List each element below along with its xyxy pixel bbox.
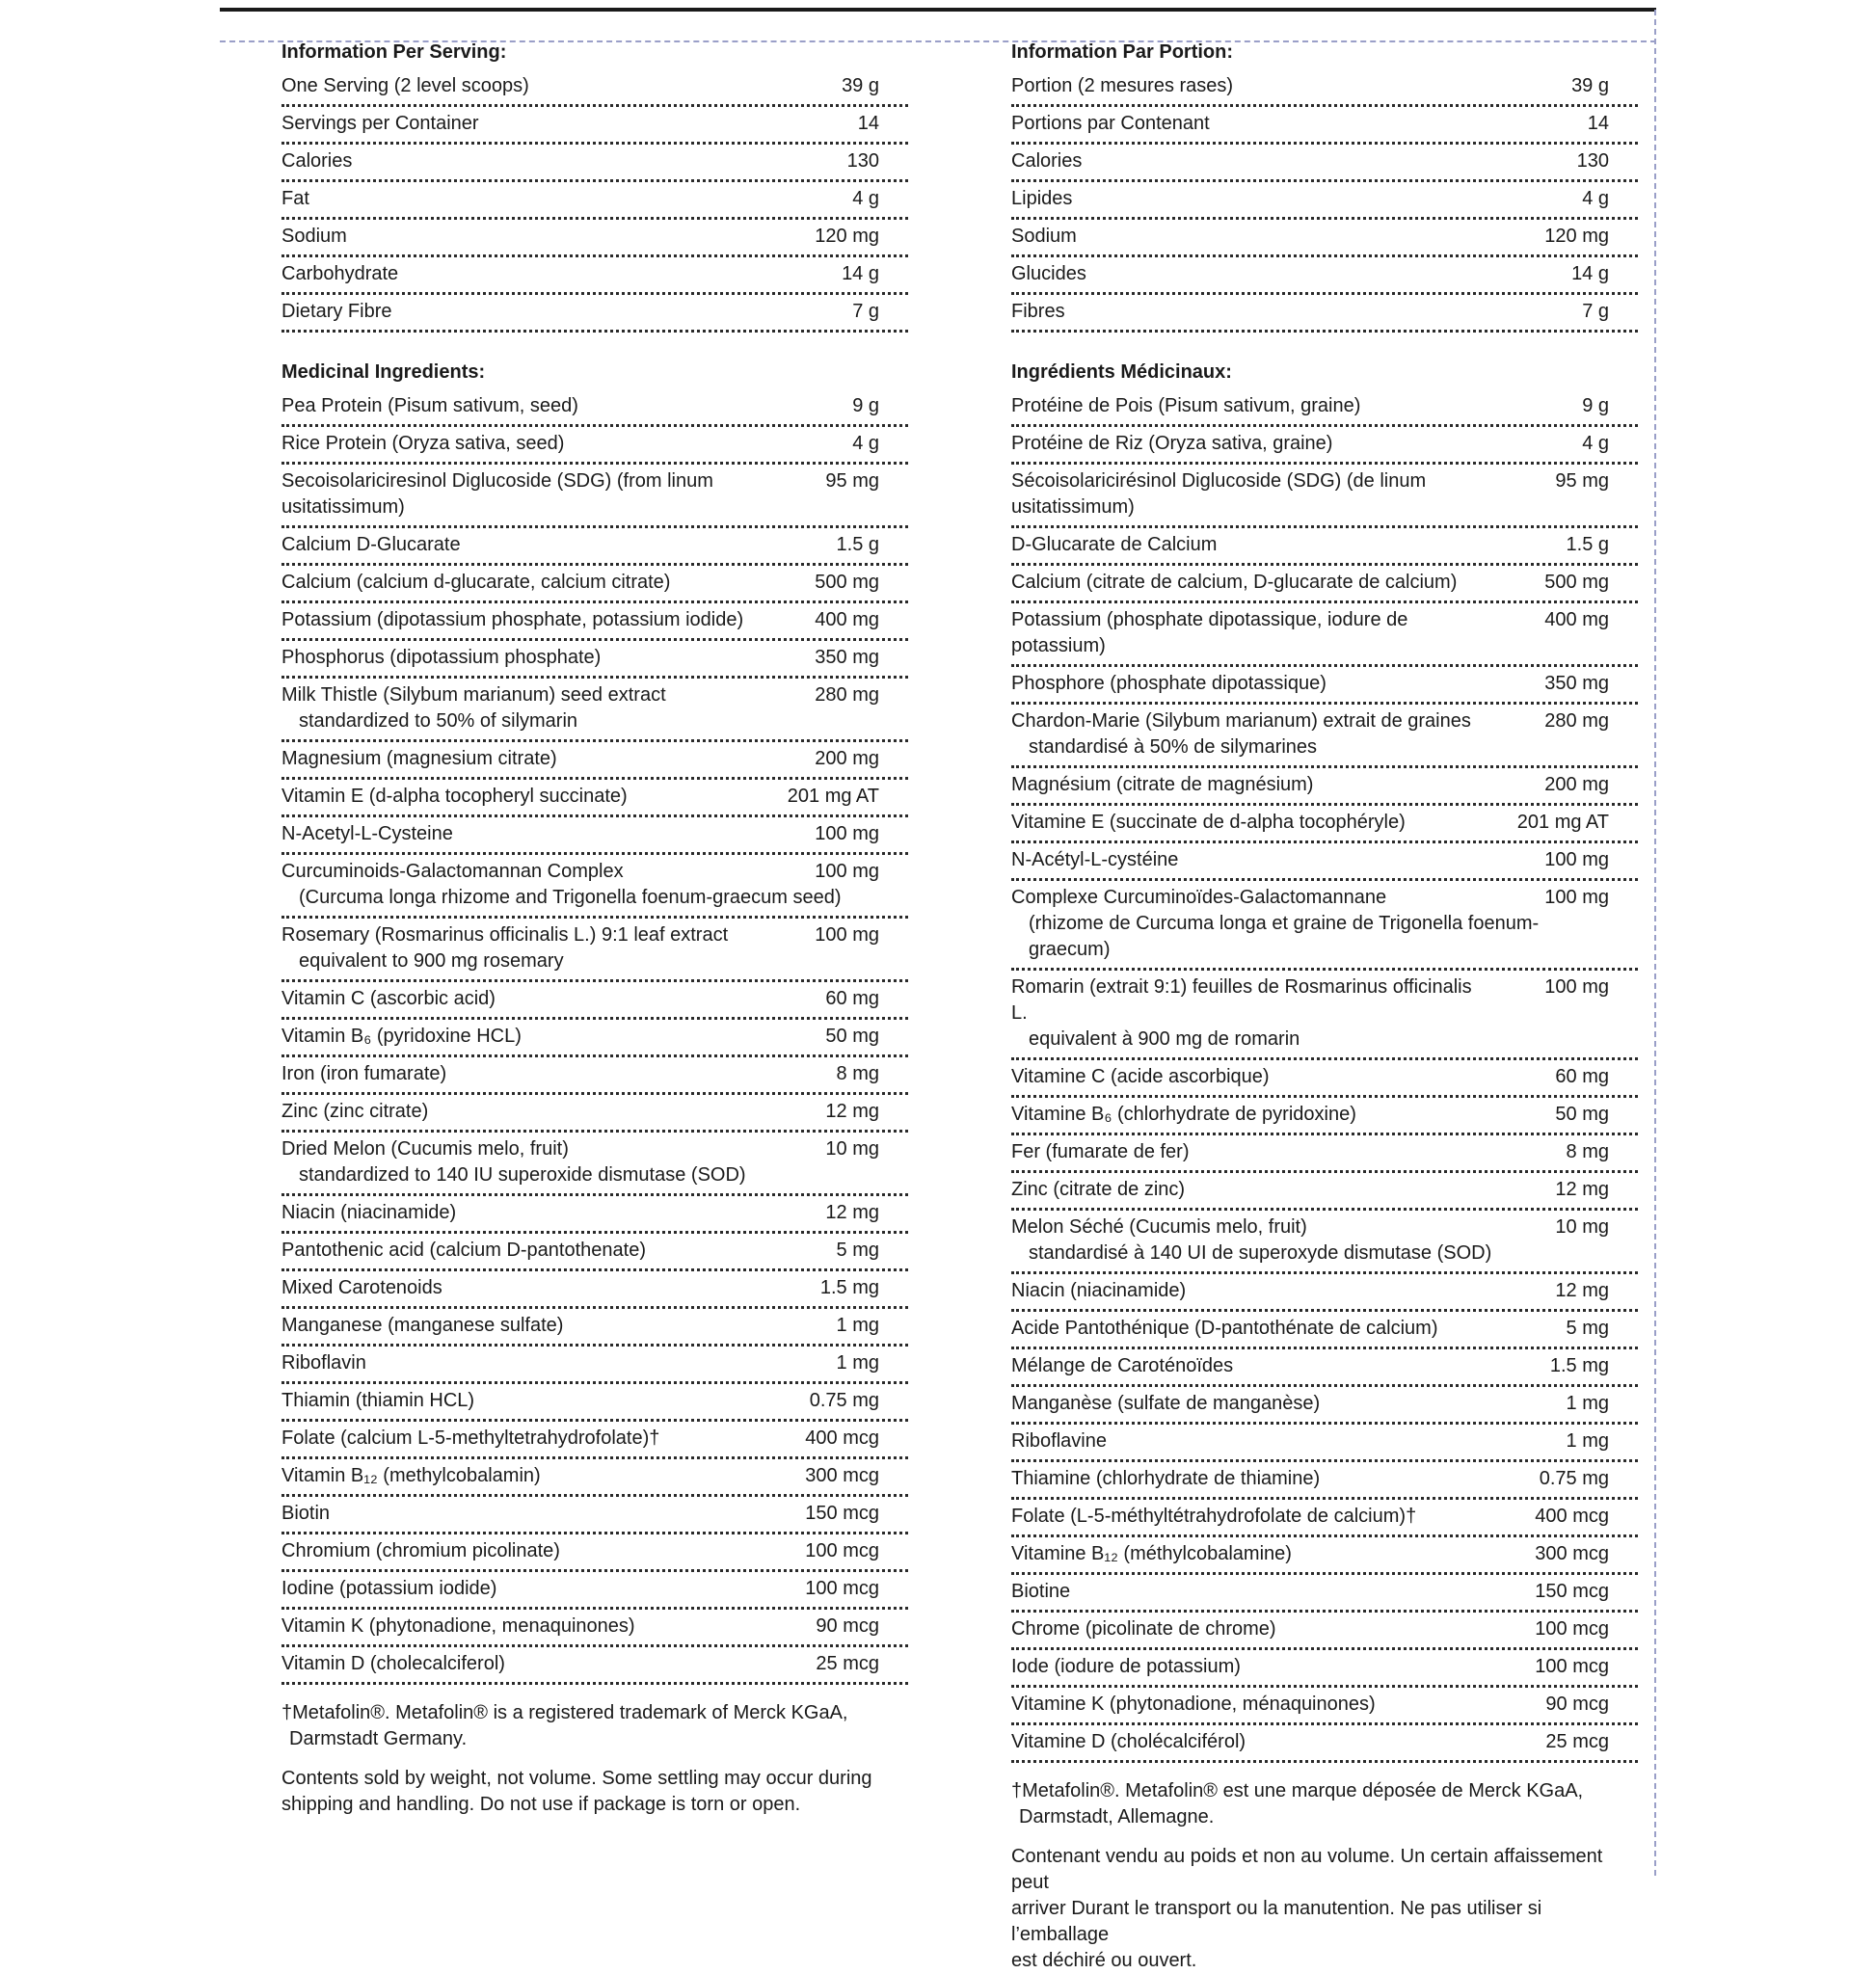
info-list bbox=[1011, 69, 1638, 333]
ingredient-row bbox=[1011, 69, 1638, 107]
ingredient-row bbox=[1011, 1688, 1638, 1725]
ingredient-row bbox=[281, 566, 908, 603]
note-line: arriver Durant le transport ou la manutention. Ne pas utiliser si l’emballage bbox=[1011, 1898, 1542, 1945]
ingredient-name: One Serving (2 level scoops) bbox=[281, 75, 529, 96]
ingredient-row bbox=[1011, 1098, 1638, 1135]
ingredient-amount: 10 mg bbox=[1555, 1216, 1609, 1238]
ingredient-row bbox=[281, 1020, 908, 1057]
ingredient-name: Dried Melon (Cucumis melo, fruit) bbox=[281, 1138, 569, 1160]
ingredient-amount: 100 mg bbox=[1544, 976, 1609, 998]
ingredient-amount: 201 mg AT bbox=[1516, 812, 1609, 833]
ingredient-amount: 100 mg bbox=[815, 861, 879, 882]
ingredient-row bbox=[1011, 1211, 1638, 1274]
medicinal-list bbox=[1011, 389, 1638, 1763]
ingredient-amount: 50 mg bbox=[825, 1026, 879, 1047]
ingredient-amount: 25 mcg bbox=[1545, 1731, 1609, 1752]
ingredient-name: Vitamine D (cholécalciférol) bbox=[1011, 1731, 1246, 1752]
ingredient-amount: 9 g bbox=[852, 395, 879, 416]
english-column bbox=[281, 35, 908, 1818]
medicinal-list bbox=[281, 389, 908, 1685]
ingredient-amount: 4 g bbox=[1582, 433, 1609, 454]
ingredient-row bbox=[281, 107, 908, 145]
ingredient-name: Vitamin B₆ (pyridoxine HCL) bbox=[281, 1026, 522, 1047]
ingredient-row bbox=[281, 1384, 908, 1422]
ingredient-name: Potassium (dipotassium phosphate, potassium iodide) bbox=[281, 609, 744, 630]
ingredient-row bbox=[281, 919, 908, 982]
ingredient-row bbox=[1011, 389, 1638, 427]
ingredient-amount: 95 mg bbox=[1555, 470, 1609, 492]
ingredient-amount: 100 mcg bbox=[805, 1540, 879, 1561]
top-rule bbox=[220, 8, 1656, 12]
ingredient-name: Vitamin D (cholecalciferol) bbox=[281, 1653, 505, 1674]
ingredient-row bbox=[1011, 1650, 1638, 1688]
ingredient-name: Iode (iodure de potassium) bbox=[1011, 1656, 1241, 1677]
ingredient-name: Phosphorus (dipotassium phosphate) bbox=[281, 647, 602, 668]
ingredient-name: Niacin (niacinamide) bbox=[281, 1202, 457, 1223]
ingredient-row bbox=[281, 1534, 908, 1572]
ingredient-row bbox=[1011, 1387, 1638, 1425]
ingredient-name: Sodium bbox=[1011, 226, 1077, 247]
ingredient-amount: 1 mg bbox=[1566, 1430, 1609, 1452]
ingredient-amount: 100 mcg bbox=[1535, 1618, 1609, 1640]
ingredient-name: Vitamin K (phytonadione, menaquinones) bbox=[281, 1615, 635, 1637]
ingredient-name: Zinc (citrate de zinc) bbox=[1011, 1179, 1186, 1200]
ingredient-name: Portion (2 mesures rases) bbox=[1011, 75, 1234, 96]
ingredient-row bbox=[1011, 1500, 1638, 1537]
ingredient-name: Portions par Contenant bbox=[1011, 113, 1210, 134]
ingredient-row bbox=[1011, 1613, 1638, 1650]
ingredient-amount: 200 mg bbox=[815, 748, 879, 769]
ingredient-amount: 400 mg bbox=[815, 609, 879, 630]
ingredient-name: Pantothenic acid (calcium D-pantothenate) bbox=[281, 1240, 646, 1261]
ingredient-amount: 100 mg bbox=[1544, 887, 1609, 908]
ingredient-amount: 39 g bbox=[842, 75, 879, 96]
ingredient-name: Fer (fumarate de fer) bbox=[1011, 1141, 1190, 1162]
ingredient-name: Complexe Curcuminoïdes-Galactomannane bbox=[1011, 887, 1387, 908]
note-line: Contenant vendu au poids et non au volume. Un certain affaissement peut bbox=[1011, 1846, 1603, 1893]
ingredient-name: Chardon-Marie (Silybum marianum) extrait de graines bbox=[1011, 710, 1471, 732]
ingredient-name: Riboflavin bbox=[281, 1352, 366, 1374]
ingredient-row bbox=[281, 982, 908, 1020]
info-list bbox=[281, 69, 908, 333]
ingredient-name: Sécoisolaricirésinol Diglucoside (SDG) (de linum usitatissimum) bbox=[1011, 470, 1427, 518]
ingredient-amount: 4 g bbox=[852, 433, 879, 454]
ingredient-row bbox=[281, 528, 908, 566]
ingredient-name: Vitamine E (succinate de d-alpha tocophéryle) bbox=[1011, 812, 1406, 833]
ingredient-row bbox=[281, 427, 908, 465]
ingredient-amount: 14 bbox=[857, 113, 879, 134]
ingredient-name: Glucides bbox=[1011, 263, 1086, 284]
ingredient-amount: 1.5 mg bbox=[1549, 1355, 1609, 1376]
french-column bbox=[1011, 35, 1638, 1974]
ingredient-amount: 12 mg bbox=[1555, 1280, 1609, 1301]
ingredient-name: Iodine (potassium iodide) bbox=[281, 1578, 497, 1599]
ingredient-name: Manganese (manganese sulfate) bbox=[281, 1315, 564, 1336]
ingredient-name: Fat bbox=[281, 188, 309, 209]
ingredient-row bbox=[1011, 881, 1638, 971]
ingredient-name: Servings per Container bbox=[281, 113, 479, 134]
footnote-line: †Metafolin®. Metafolin® est une marque déposée de Merck KGaA, bbox=[1011, 1780, 1584, 1801]
ingredient-name: Calcium (calcium d-glucarate, calcium citrate) bbox=[281, 572, 671, 593]
ingredient-row bbox=[281, 69, 908, 107]
ingredient-row bbox=[1011, 427, 1638, 465]
ingredient-name: Sodium bbox=[281, 226, 347, 247]
ingredient-name: Rice Protein (Oryza sativa, seed) bbox=[281, 433, 565, 454]
ingredient-name: Calcium (citrate de calcium, D-glucarate de calcium) bbox=[1011, 572, 1458, 593]
ingredient-row bbox=[1011, 220, 1638, 257]
ingredient-row bbox=[1011, 705, 1638, 768]
ingredient-name: Protéine de Pois (Pisum sativum, graine) bbox=[1011, 395, 1361, 416]
ingredient-name: Calories bbox=[1011, 150, 1083, 172]
ingredient-name: Rosemary (Rosmarinus officinalis L.) 9:1 leaf extract bbox=[281, 924, 729, 946]
ingredient-row bbox=[1011, 1349, 1638, 1387]
ingredient-name: Phosphore (phosphate dipotassique) bbox=[1011, 673, 1327, 694]
ingredient-amount: 0.75 mg bbox=[809, 1390, 879, 1411]
ingredient-name: Niacin (niacinamide) bbox=[1011, 1280, 1187, 1301]
ingredient-row bbox=[1011, 1274, 1638, 1312]
ingredient-row bbox=[1011, 1173, 1638, 1211]
ingredient-amount: 7 g bbox=[1582, 301, 1609, 322]
ingredient-amount: 280 mg bbox=[1544, 710, 1609, 732]
ingredient-row bbox=[1011, 107, 1638, 145]
ingredient-row bbox=[281, 1271, 908, 1309]
ingredient-amount: 90 mcg bbox=[1545, 1694, 1609, 1715]
ingredient-name: Thiamin (thiamin HCL) bbox=[281, 1390, 475, 1411]
ingredient-detail: (Curcuma longa rhizome and Trigonella foenum-graecum seed) bbox=[299, 887, 842, 908]
ingredient-amount: 90 mcg bbox=[816, 1615, 879, 1637]
ingredient-name: Secoisolariciresinol Diglucoside (SDG) (from linum usitatissimum) bbox=[281, 470, 713, 518]
ingredient-name: Romarin (extrait 9:1) feuilles de Rosmarinus officinalis L. bbox=[1011, 976, 1472, 1024]
ingredient-detail: standardisé à 140 UI de superoxyde dismutase (SOD) bbox=[1029, 1242, 1492, 1264]
ingredient-name: Manganèse (sulfate de manganèse) bbox=[1011, 1393, 1321, 1414]
ingredient-row bbox=[281, 1095, 908, 1133]
ingredient-row bbox=[281, 1133, 908, 1196]
ingredient-amount: 39 g bbox=[1571, 75, 1609, 96]
ingredient-amount: 60 mg bbox=[825, 988, 879, 1009]
ingredient-row bbox=[1011, 528, 1638, 566]
ingredient-amount: 14 bbox=[1587, 113, 1609, 134]
ingredient-row bbox=[281, 389, 908, 427]
ingredient-row bbox=[1011, 971, 1638, 1060]
ingredient-amount: 14 g bbox=[842, 263, 879, 284]
ingredient-amount: 100 mg bbox=[815, 823, 879, 844]
ingredient-row bbox=[1011, 1135, 1638, 1173]
ingredient-row bbox=[1011, 768, 1638, 806]
ingredient-name: Folate (L-5-méthyltétrahydrofolate de calcium)† bbox=[1011, 1506, 1417, 1527]
ingredient-row bbox=[281, 295, 908, 333]
ingredient-amount: 280 mg bbox=[815, 684, 879, 706]
ingredient-detail: standardisé à 50% de silymarines bbox=[1029, 736, 1318, 758]
ingredient-row bbox=[281, 1497, 908, 1534]
ingredient-amount: 12 mg bbox=[825, 1202, 879, 1223]
ingredient-amount: 1 mg bbox=[836, 1352, 879, 1374]
ingredient-amount: 150 mcg bbox=[1535, 1581, 1609, 1602]
ingredient-name: Calories bbox=[281, 150, 353, 172]
footnote bbox=[281, 1700, 908, 1752]
ingredient-amount: 5 mg bbox=[1566, 1318, 1609, 1339]
ingredient-name: N-Acetyl-L-Cysteine bbox=[281, 823, 453, 844]
ingredient-amount: 25 mcg bbox=[816, 1653, 879, 1674]
ingredient-row bbox=[281, 1309, 908, 1347]
ingredient-row bbox=[1011, 1425, 1638, 1462]
ingredient-name: Lipides bbox=[1011, 188, 1073, 209]
ingredient-name: Fibres bbox=[1011, 301, 1065, 322]
ingredient-amount: 350 mg bbox=[1544, 673, 1609, 694]
ingredient-amount: 400 mcg bbox=[805, 1427, 879, 1449]
ingredient-amount: 4 g bbox=[852, 188, 879, 209]
ingredient-amount: 300 mcg bbox=[1535, 1543, 1609, 1564]
ingredient-amount: 130 bbox=[846, 150, 879, 172]
ingredient-amount: 350 mg bbox=[815, 647, 879, 668]
note-line: shipping and handling. Do not use if package is torn or open. bbox=[281, 1794, 801, 1815]
ingredient-row bbox=[1011, 1462, 1638, 1500]
ingredient-row bbox=[281, 1057, 908, 1095]
ingredient-amount: 100 mcg bbox=[1535, 1656, 1609, 1677]
ingredient-amount: 8 mg bbox=[1566, 1141, 1609, 1162]
ingredient-detail: (rhizome de Curcuma longa et graine de Trigonella foenum-graecum) bbox=[1029, 913, 1540, 960]
ingredient-name: Folate (calcium L-5-methyltetrahydrofolate)† bbox=[281, 1427, 660, 1449]
ingredient-row bbox=[281, 603, 908, 641]
ingredient-detail: standardized to 50% of silymarin bbox=[299, 710, 578, 732]
ingredient-name: Vitamine B₆ (chlorhydrate de pyridoxine) bbox=[1011, 1104, 1356, 1125]
ingredient-row bbox=[1011, 182, 1638, 220]
ingredient-amount: 100 mg bbox=[815, 924, 879, 946]
ingredient-name: Riboflavine bbox=[1011, 1430, 1107, 1452]
info-heading: Information Par Portion: bbox=[1011, 41, 1233, 63]
ingredient-row bbox=[1011, 1575, 1638, 1613]
ingredient-name: Biotin bbox=[281, 1503, 331, 1524]
ingredient-amount: 12 mg bbox=[825, 1101, 879, 1122]
ingredient-amount: 7 g bbox=[852, 301, 879, 322]
ingredient-row bbox=[281, 1647, 908, 1685]
ingredient-name: Dietary Fibre bbox=[281, 301, 392, 322]
ingredient-row bbox=[281, 220, 908, 257]
ingredient-amount: 130 bbox=[1576, 150, 1609, 172]
footnote-line: Darmstadt, Allemagne. bbox=[1019, 1806, 1215, 1827]
ingredient-name: Calcium D-Glucarate bbox=[281, 534, 461, 555]
ingredient-row bbox=[1011, 566, 1638, 603]
ingredient-row bbox=[281, 679, 908, 742]
ingredient-row bbox=[1011, 1312, 1638, 1349]
ingredient-row bbox=[1011, 1725, 1638, 1763]
footnote bbox=[1011, 1778, 1638, 1830]
ingredient-row bbox=[281, 257, 908, 295]
ingredient-row bbox=[1011, 843, 1638, 881]
ingredient-amount: 120 mg bbox=[1544, 226, 1609, 247]
ingredient-row bbox=[281, 1610, 908, 1647]
ingredient-row bbox=[281, 1422, 908, 1459]
info-heading: Information Per Serving: bbox=[281, 41, 507, 63]
ingredient-name: N-Acétyl-L-cystéine bbox=[1011, 849, 1179, 870]
ingredient-row bbox=[281, 182, 908, 220]
ingredient-amount: 1 mg bbox=[836, 1315, 879, 1336]
ingredient-amount: 400 mcg bbox=[1535, 1506, 1609, 1527]
ingredient-row bbox=[281, 855, 908, 919]
ingredient-row bbox=[281, 780, 908, 817]
ingredient-name: Carbohydrate bbox=[281, 263, 399, 284]
ingredient-row bbox=[1011, 603, 1638, 667]
contents-note bbox=[1011, 1844, 1638, 1974]
ingredient-row bbox=[281, 1347, 908, 1384]
ingredient-row bbox=[281, 1459, 908, 1497]
ingredient-name: Vitamine K (phytonadione, ménaquinones) bbox=[1011, 1694, 1376, 1715]
ingredient-name: Magnesium (magnesium citrate) bbox=[281, 748, 557, 769]
ingredient-row bbox=[281, 641, 908, 679]
medicinal-heading: Ingrédients Médicinaux: bbox=[1011, 361, 1232, 383]
ingredient-name: Thiamine (chlorhydrate de thiamine) bbox=[1011, 1468, 1321, 1489]
ingredient-amount: 9 g bbox=[1582, 395, 1609, 416]
ingredient-row bbox=[1011, 145, 1638, 182]
ingredient-name: Chrome (picolinate de chrome) bbox=[1011, 1618, 1276, 1640]
ingredient-row bbox=[1011, 806, 1638, 843]
ingredient-amount: 95 mg bbox=[825, 470, 879, 492]
footnote-line: Darmstadt Germany. bbox=[289, 1728, 468, 1749]
ingredient-row bbox=[281, 742, 908, 780]
ingredient-detail: equivalent à 900 mg de romarin bbox=[1029, 1028, 1300, 1050]
ingredient-detail: equivalent to 900 mg rosemary bbox=[299, 950, 564, 972]
ingredient-name: D-Glucarate de Calcium bbox=[1011, 534, 1218, 555]
ingredient-row bbox=[1011, 1537, 1638, 1575]
ingredient-amount: 500 mg bbox=[1544, 572, 1609, 593]
ingredient-row bbox=[281, 1572, 908, 1610]
ingredient-amount: 200 mg bbox=[1544, 774, 1609, 795]
ingredient-name: Chromium (chromium picolinate) bbox=[281, 1540, 560, 1561]
ingredient-name: Magnésium (citrate de magnésium) bbox=[1011, 774, 1314, 795]
ingredient-name: Mélange de Caroténoïdes bbox=[1011, 1355, 1234, 1376]
ingredient-row bbox=[281, 1234, 908, 1271]
ingredient-name: Protéine de Riz (Oryza sativa, graine) bbox=[1011, 433, 1333, 454]
ingredient-name: Zinc (zinc citrate) bbox=[281, 1101, 429, 1122]
ingredient-name: Curcuminoids-Galactomannan Complex bbox=[281, 861, 624, 882]
ingredient-amount: 5 mg bbox=[836, 1240, 879, 1261]
ingredient-amount: 120 mg bbox=[815, 226, 879, 247]
ingredient-row bbox=[281, 817, 908, 855]
ingredient-amount: 1.5 g bbox=[1566, 534, 1609, 555]
ingredient-row bbox=[1011, 1060, 1638, 1098]
ingredient-amount: 400 mg bbox=[1544, 609, 1609, 630]
dashed-cut-line-right bbox=[1654, 10, 1656, 1876]
ingredient-name: Mixed Carotenoids bbox=[281, 1277, 442, 1298]
ingredient-name: Melon Séché (Cucumis melo, fruit) bbox=[1011, 1216, 1307, 1238]
ingredient-name: Vitamine B₁₂ (méthylcobalamine) bbox=[1011, 1543, 1292, 1564]
ingredient-amount: 8 mg bbox=[836, 1063, 879, 1084]
ingredient-amount: 10 mg bbox=[825, 1138, 879, 1160]
ingredient-name: Biotine bbox=[1011, 1581, 1071, 1602]
ingredient-amount: 150 mcg bbox=[805, 1503, 879, 1524]
ingredient-row bbox=[1011, 257, 1638, 295]
ingredient-name: Vitamine C (acide ascorbique) bbox=[1011, 1066, 1270, 1087]
ingredient-name: Vitamin C (ascorbic acid) bbox=[281, 988, 496, 1009]
ingredient-name: Vitamin B₁₂ (methylcobalamin) bbox=[281, 1465, 541, 1486]
ingredient-row bbox=[281, 145, 908, 182]
ingredient-amount: 500 mg bbox=[815, 572, 879, 593]
ingredient-amount: 14 g bbox=[1571, 263, 1609, 284]
ingredient-amount: 1.5 g bbox=[836, 534, 879, 555]
ingredient-row bbox=[281, 1196, 908, 1234]
ingredient-amount: 1 mg bbox=[1566, 1393, 1609, 1414]
ingredient-name: Potassium (phosphate dipotassique, iodure de potassium) bbox=[1011, 609, 1408, 656]
ingredient-amount: 100 mcg bbox=[805, 1578, 879, 1599]
ingredient-row bbox=[1011, 295, 1638, 333]
ingredient-row bbox=[1011, 465, 1638, 528]
ingredient-name: Milk Thistle (Silybum marianum) seed extract bbox=[281, 684, 666, 706]
ingredient-name: Vitamin E (d-alpha tocopheryl succinate) bbox=[281, 786, 628, 807]
ingredient-amount: 1.5 mg bbox=[819, 1277, 879, 1298]
footnote-line: †Metafolin®. Metafolin® is a registered trademark of Merck KGaA, bbox=[281, 1702, 848, 1723]
ingredient-name: Iron (iron fumarate) bbox=[281, 1063, 447, 1084]
ingredient-amount: 0.75 mg bbox=[1539, 1468, 1609, 1489]
ingredient-amount: 4 g bbox=[1582, 188, 1609, 209]
ingredient-amount: 12 mg bbox=[1555, 1179, 1609, 1200]
ingredient-row bbox=[1011, 667, 1638, 705]
medicinal-heading: Medicinal Ingredients: bbox=[281, 361, 486, 383]
ingredient-amount: 60 mg bbox=[1555, 1066, 1609, 1087]
ingredient-amount: 201 mg AT bbox=[787, 786, 879, 807]
note-line: Contents sold by weight, not volume. Some settling may occur during bbox=[281, 1768, 872, 1789]
ingredient-name: Pea Protein (Pisum sativum, seed) bbox=[281, 395, 578, 416]
ingredient-detail: standardized to 140 IU superoxide dismutase (SOD) bbox=[299, 1164, 746, 1186]
ingredient-amount: 50 mg bbox=[1555, 1104, 1609, 1125]
note-line: est déchiré ou ouvert. bbox=[1011, 1950, 1197, 1971]
ingredient-row bbox=[281, 465, 908, 528]
ingredient-amount: 300 mcg bbox=[805, 1465, 879, 1486]
ingredient-name: Acide Pantothénique (D-pantothénate de calcium) bbox=[1011, 1318, 1438, 1339]
contents-note bbox=[281, 1766, 908, 1818]
ingredient-amount: 100 mg bbox=[1544, 849, 1609, 870]
